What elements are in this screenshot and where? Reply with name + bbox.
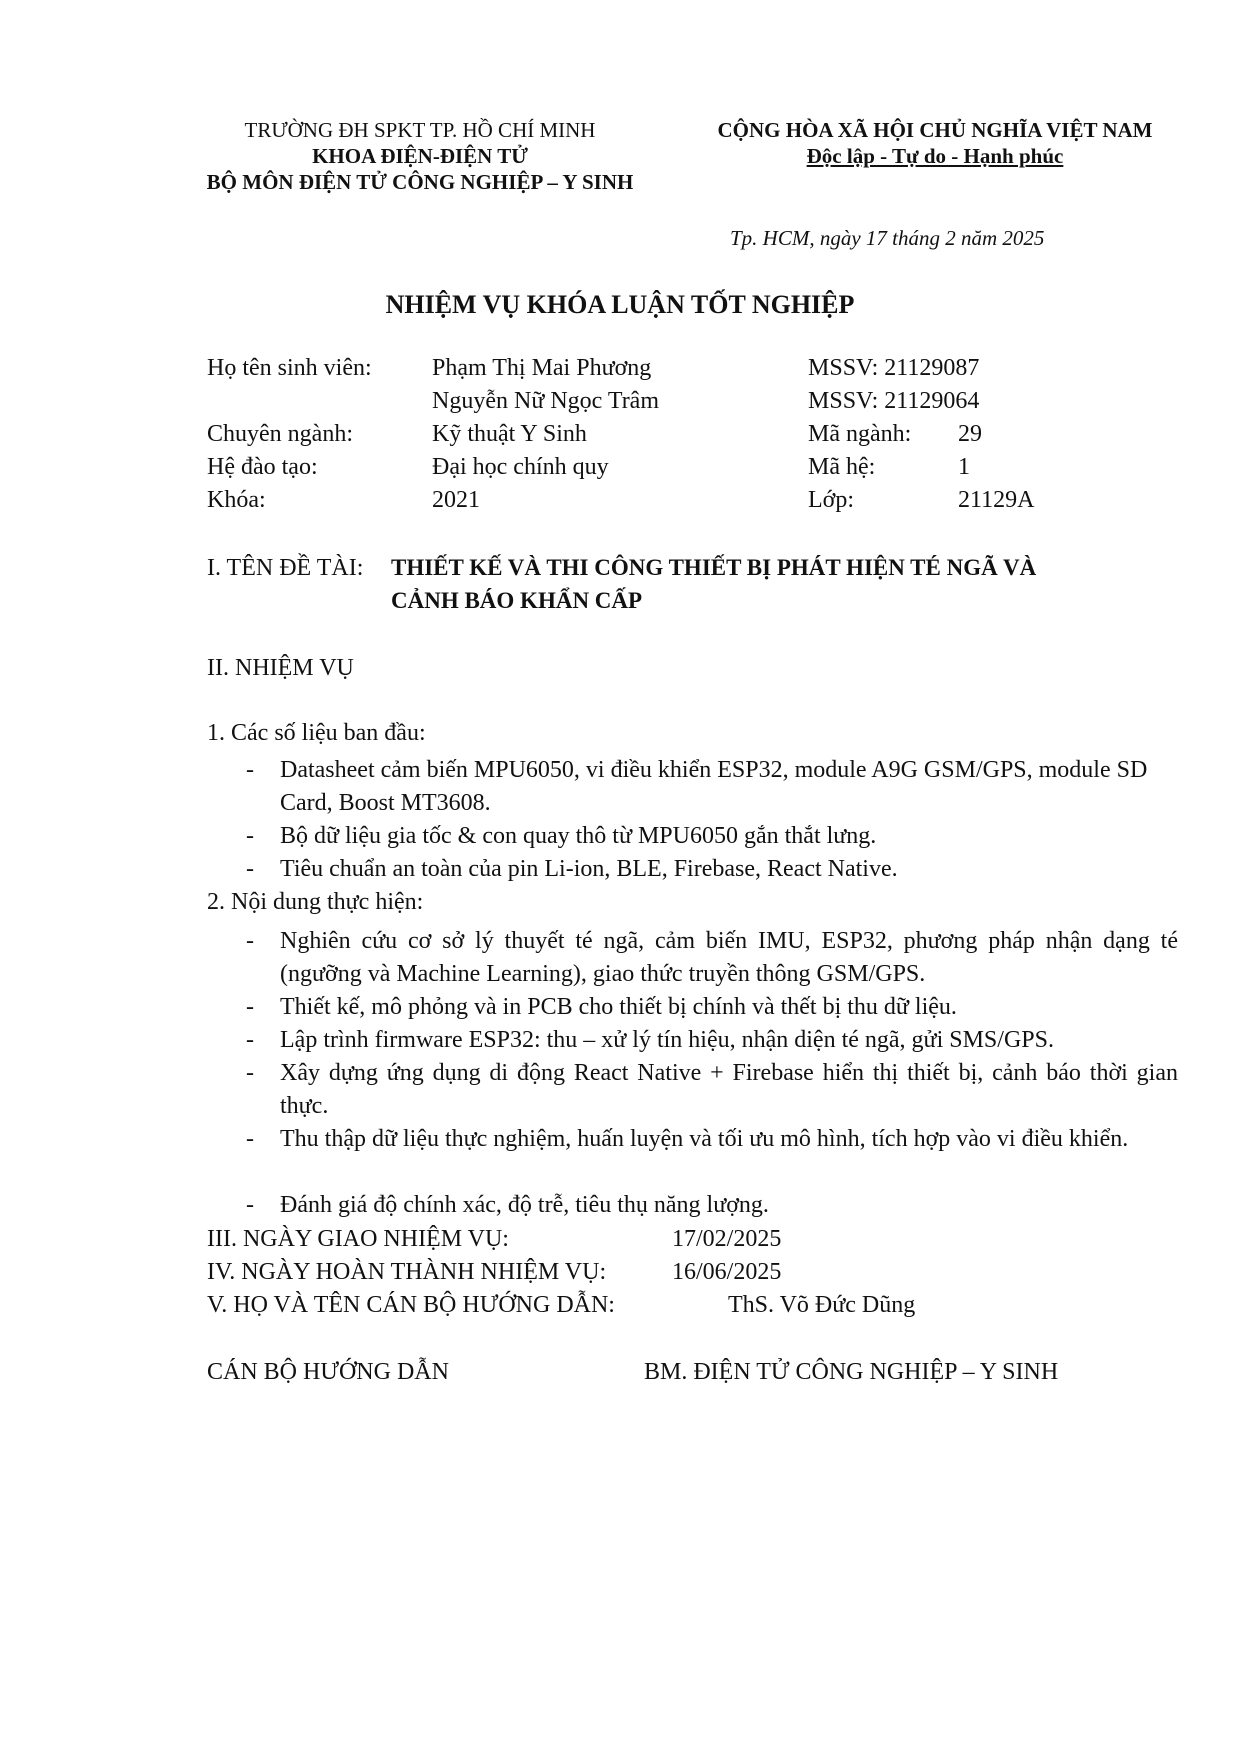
bullet-text: Thiết kế, mô phỏng và in PCB cho thiết bị chính và thết bị thu dữ liệu. [280,994,957,1020]
thesis-title-line2: CẢNH BÁO KHẨN CẤP [391,588,643,613]
bullet-dash: - [246,1027,254,1053]
bullet-text: Nghiên cứu cơ sở lý thuyết té ngã, cảm biến IMU, ESP32, phương pháp nhận dạng té (ngưỡng và Machine Learning), giao thức truyền thông GSM/GPS. [280,928,1178,987]
list-item [246,1189,1178,1222]
bullet-dash: - [246,823,254,849]
document-title: NHIỆM VỤ KHÓA LUẬN TỐT NGHIỆP [385,290,855,319]
program-code-value: 1 [958,454,970,480]
class-value: 21129A [958,487,1035,513]
list-item [246,1123,1178,1189]
header-left [200,117,640,195]
list-item [246,820,1178,853]
list-item [246,991,1178,1024]
major-code-value: 29 [958,421,982,447]
section5-label: V. HỌ VÀ TÊN CÁN BỘ HƯỚNG DẪN: [207,1292,615,1318]
section1-label: I. TÊN ĐỀ TÀI: [207,555,364,581]
signature-advisor: CÁN BỘ HƯỚNG DẪN [207,1359,449,1385]
bullet-dash: - [246,928,254,954]
cohort-value: 2021 [432,487,480,513]
list-item [246,1024,1178,1057]
university-name: TRƯỜNG ĐH SPKT TP. HỒ CHÍ MINH [244,118,596,142]
bullet-dash: - [246,994,254,1020]
major-code-label: Mã ngành: [808,421,912,447]
student1-id: MSSV: 21129087 [808,355,980,381]
bullet-text: Datasheet cảm biến MPU6050, vi điều khiển ESP32, module A9G GSM/GPS, module SD Card, Boost MT3608. [280,757,1148,816]
signature-department: BM. ĐIỆN TỬ CÔNG NGHIỆP – Y SINH [644,1359,1059,1385]
bullet-dash: - [246,757,254,783]
list-item [246,925,1178,991]
thesis-title-line1: THIẾT KẾ VÀ THI CÔNG THIẾT BỊ PHÁT HIỆN TÉ NGÃ VÀ [391,555,1037,580]
student2-name: Nguyễn Nữ Ngọc Trâm [432,388,660,414]
country-name: CỘNG HÒA XÃ HỘI CHỦ NGHĨA VIỆT NAM [717,118,1153,142]
national-motto: Độc lập - Tự do - Hạnh phúc [806,144,1064,168]
student2-id: MSSV: 21129064 [808,388,980,414]
major-value: Kỹ thuật Y Sinh [432,421,587,447]
section4-label: IV. NGÀY HOÀN THÀNH NHIỆM VỤ: [207,1259,607,1285]
bullet-text: Đánh giá độ chính xác, độ trễ, tiêu thụ năng lượng. [280,1192,769,1218]
cohort-label: Khóa: [207,487,266,513]
bullet-text: Bộ dữ liệu gia tốc & con quay thô từ MPU6050 gắn thắt lưng. [280,823,877,849]
name-label: Họ tên sinh viên: [207,355,372,381]
assign-date: 17/02/2025 [672,1226,782,1252]
list-item [246,1057,1178,1123]
bullet-dash: - [246,1126,254,1152]
list-item [246,853,1178,886]
header-right [690,117,1180,169]
class-label: Lớp: [808,487,855,513]
bullet-dash: - [246,1192,254,1218]
bullet-text: Tiêu chuẩn an toàn của pin Li-ion, BLE, Firebase, React Native. [280,856,898,882]
bullet-text: Lập trình firmware ESP32: thu – xử lý tín hiệu, nhận diện té ngã, gửi SMS/GPS. [280,1027,1054,1053]
date-line: Tp. HCM, ngày 17 tháng 2 năm 2025 [730,226,1045,250]
subsection2-label: 2. Nội dung thực hiện: [207,889,424,915]
bullet-dash: - [246,856,254,882]
student1-name: Phạm Thị Mai Phương [432,355,652,381]
department-name: BỘ MÔN ĐIỆN TỬ CÔNG NGHIỆP – Y SINH [206,170,634,194]
major-label: Chuyên ngành: [207,421,353,447]
complete-date: 16/06/2025 [672,1259,782,1285]
bullet-text: Xây dựng ứng dụng di động React Native + Firebase hiển thị thiết bị, cảnh báo thời gian thực. [280,1060,1178,1119]
bullet-dash: - [246,1060,254,1086]
faculty-name: KHOA ĐIỆN-ĐIỆN TỬ [312,144,528,168]
advisor-name: ThS. Võ Đức Dũng [728,1292,916,1318]
list-item [246,754,1178,820]
program-code-label: Mã hệ: [808,454,876,480]
section2-label: II. NHIỆM VỤ [207,655,354,681]
bullet-text: Thu thập dữ liệu thực nghiệm, huấn luyện và tối ưu mô hình, tích hợp vào vi điều khiển. [280,1126,1129,1152]
program-value: Đại học chính quy [432,454,609,480]
subsection1-label: 1. Các số liệu ban đầu: [207,720,426,746]
program-label: Hệ đào tạo: [207,454,318,480]
section3-label: III. NGÀY GIAO NHIỆM VỤ: [207,1226,509,1252]
